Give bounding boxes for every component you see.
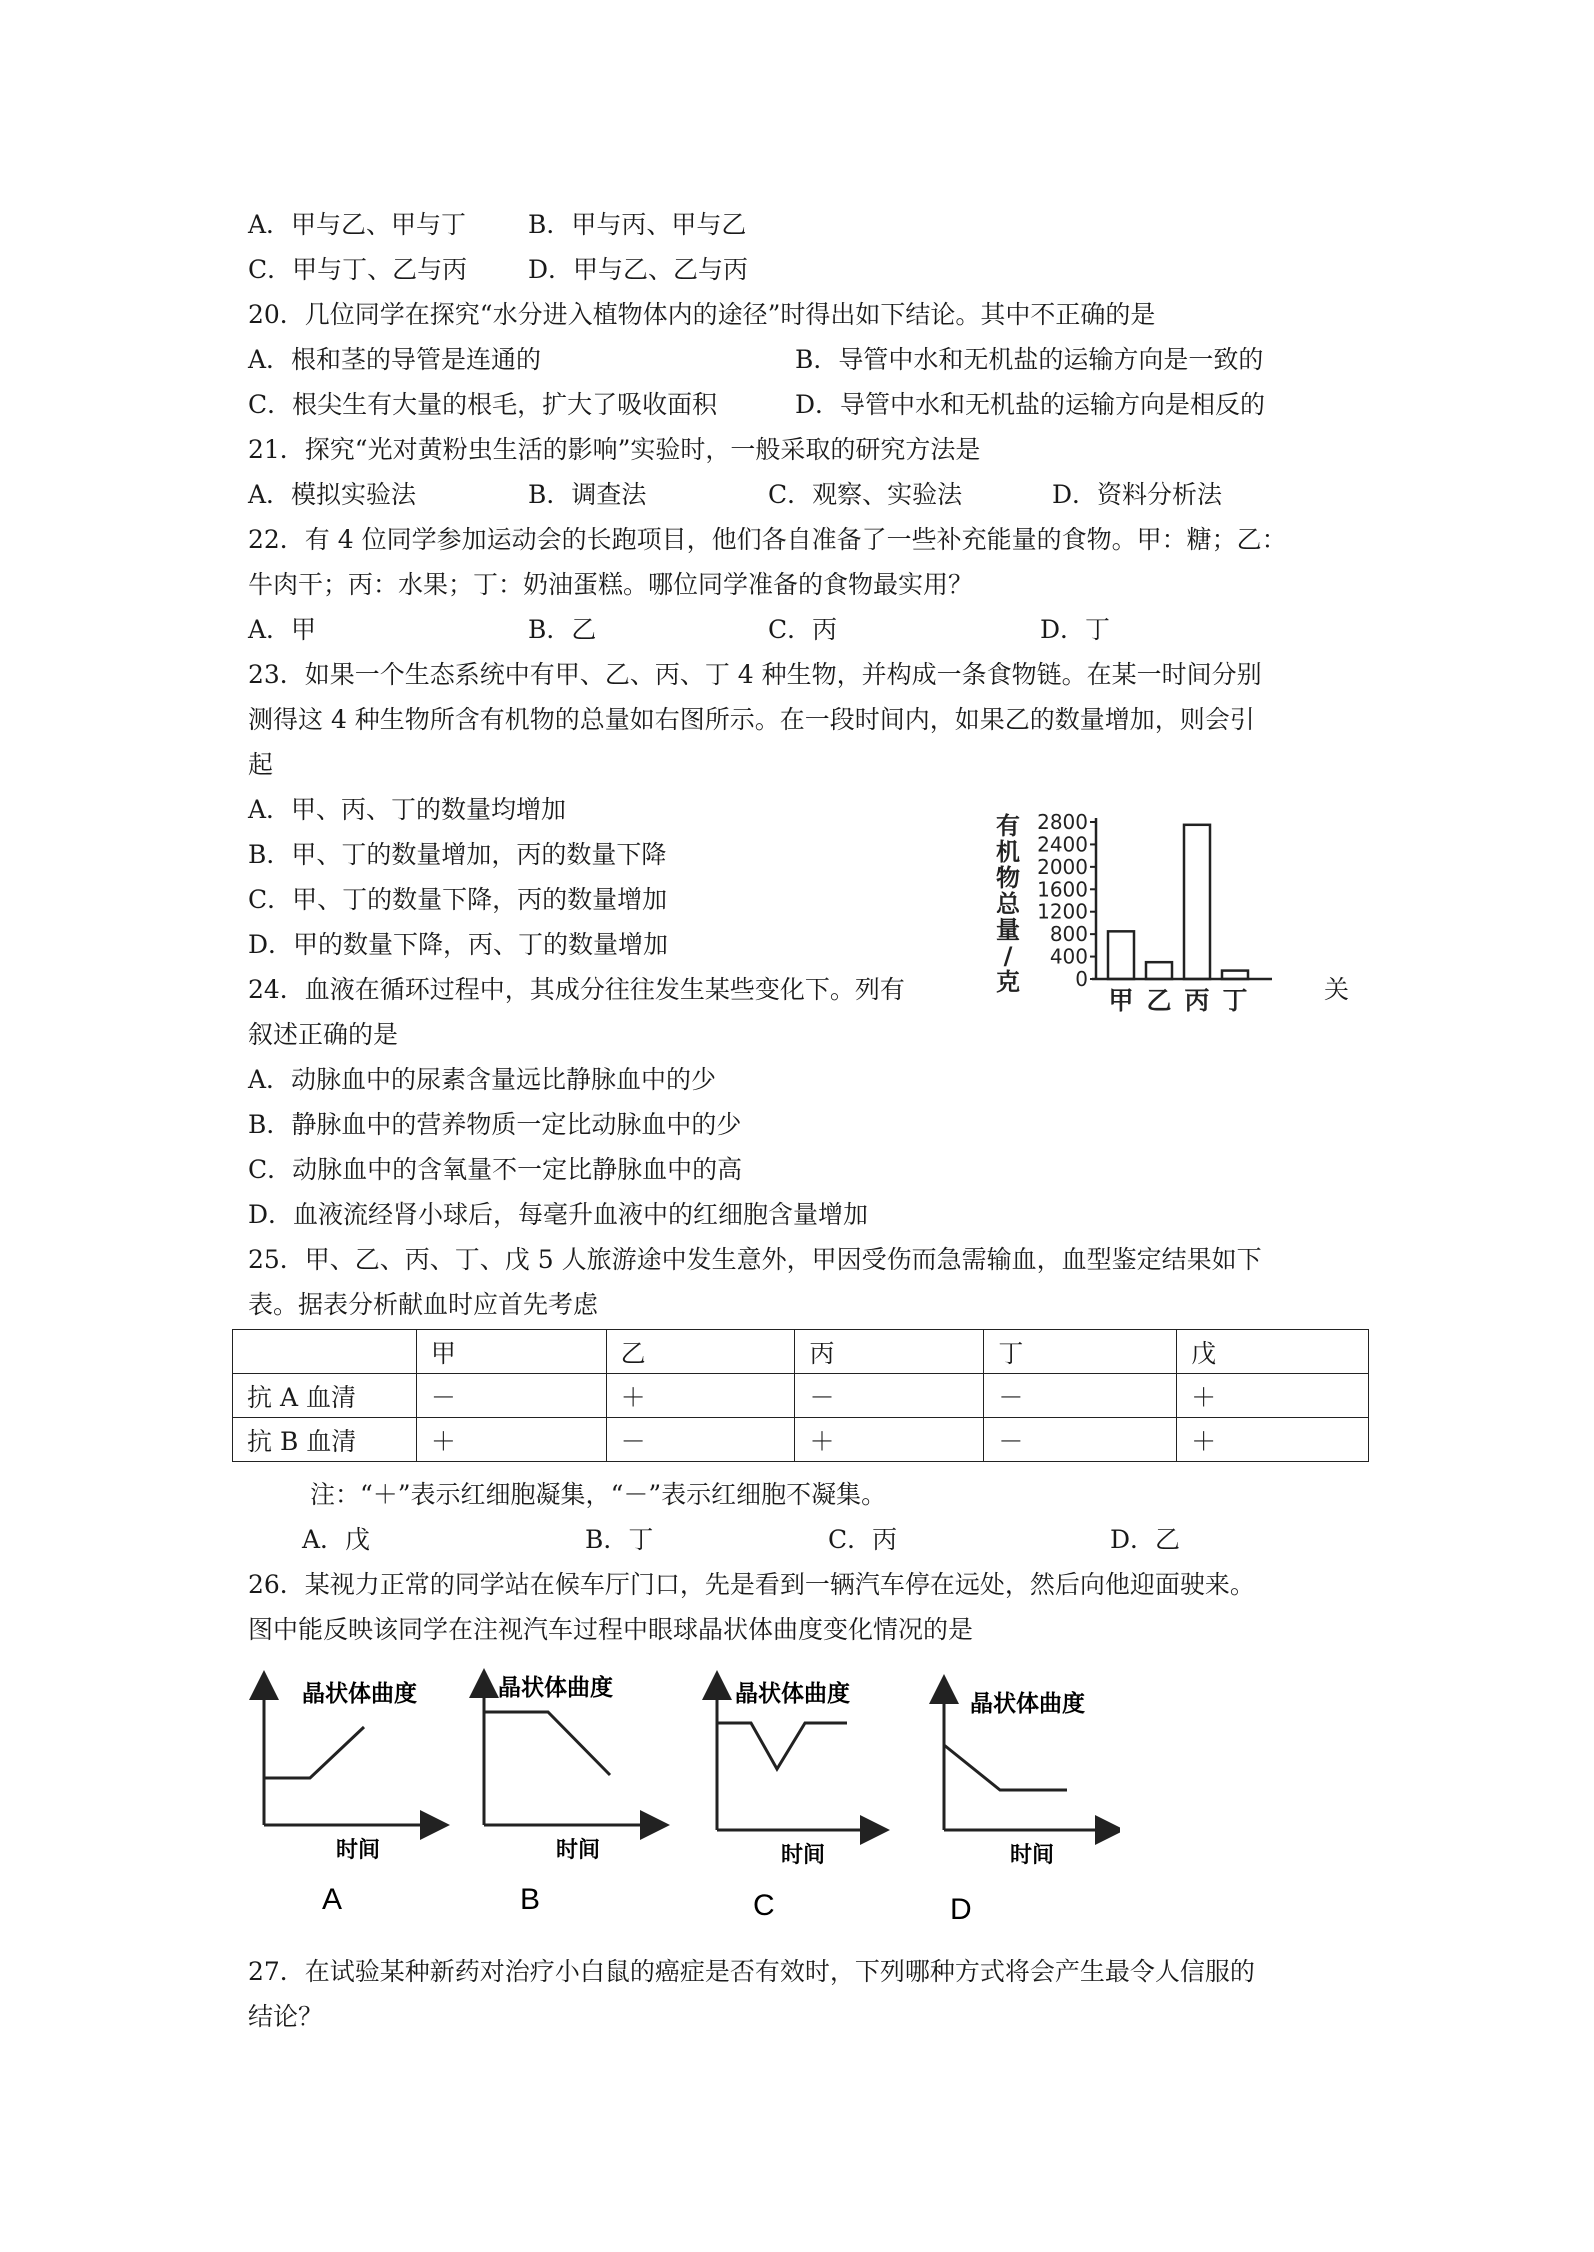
chart-tick-label: 800: [1049, 922, 1088, 947]
table-header-cell: 戊: [1177, 1330, 1369, 1374]
graph-a-xlabel: 时间: [336, 1838, 381, 1863]
table-cell: ＋: [416, 1418, 606, 1462]
q24-stem-line2: 叙述正确的是: [248, 1020, 399, 1049]
table-header-row: [233, 1330, 1369, 1374]
chart-ylabel-char: /: [1003, 942, 1013, 970]
table-cell: ＋: [795, 1418, 984, 1462]
q20-option-a: A．根和茎的导管是连通的: [248, 345, 542, 374]
table-cell: －: [984, 1374, 1177, 1418]
chart-tick-label: 2800: [1037, 812, 1088, 834]
graph-d-letter: D: [950, 1893, 972, 1926]
q22-option-d: D．丁: [1040, 615, 1111, 644]
chart-ylabel-char: 总: [996, 890, 1020, 918]
chart-category-label: 丁: [1222, 986, 1248, 1015]
graph-b-xlabel: 时间: [556, 1838, 601, 1863]
q20-option-c: C．根尖生有大量的根毛，扩大了吸收面积: [248, 390, 718, 419]
chart-ylabel-char: 克: [996, 968, 1020, 996]
chart-ylabel-char: 量: [996, 916, 1020, 944]
graph-c-letter: C: [753, 1889, 775, 1922]
q23-stem-line1: 23．如果一个生态系统中有甲、乙、丙、丁 4 种生物，并构成一条食物链。在某一时间分别: [248, 660, 1262, 689]
q20-option-b: B．导管中水和无机盐的运输方向是一致的: [795, 345, 1264, 374]
q21-stem: 21．探究“光对黄粉虫生活的影响”实验时，一般采取的研究方法是: [248, 435, 981, 464]
table-header-cell: 甲: [416, 1330, 606, 1374]
graph-b-curve: [484, 1712, 610, 1775]
q25-option-d: D．乙: [1110, 1525, 1181, 1554]
graph-a-curve: [264, 1727, 364, 1778]
q23-option-b: B．甲、丁的数量增加，丙的数量下降: [248, 840, 667, 869]
graph-c: [717, 1680, 875, 1922]
q22-option-a: A．甲: [248, 615, 317, 644]
q24-option-a: A．动脉血中的尿素含量远比静脉血中的少: [248, 1065, 717, 1094]
q23-stem-line2: 测得这 4 种生物所含有机物的总量如右图所示。在一段时间内，如果乙的数量增加，则会引: [248, 705, 1255, 734]
table-row: [233, 1374, 1369, 1418]
q26-stem-line1: 26．某视力正常的同学站在候车厅门口，先是看到一辆汽车停在远处，然后向他迎面驶来。: [248, 1570, 1255, 1599]
q25-note: 注：“＋”表示红细胞凝集，“－”表示红细胞不凝集。: [310, 1480, 887, 1509]
chart-category-label: 甲: [1108, 986, 1134, 1015]
q23-option-c: C．甲、丁的数量下降，丙的数量增加: [248, 885, 668, 914]
graph-b-letter: B: [520, 1883, 541, 1916]
chart-ylabel-char: 有: [996, 812, 1020, 840]
q21-option-c: C．观察、实验法: [768, 480, 963, 509]
chart-tick-label: 2400: [1037, 832, 1088, 857]
table-header-cell: [233, 1330, 417, 1374]
table-header-cell: 丙: [795, 1330, 984, 1374]
q25-stem-line1: 25．甲、乙、丙、丁、戊 5 人旅游途中发生意外，甲因受伤而急需输血，血型鉴定结果如下: [248, 1245, 1262, 1274]
chart-category-label: 丙: [1184, 986, 1210, 1015]
graph-d-xlabel: 时间: [1010, 1843, 1055, 1868]
chart-ylabel-char: 机: [996, 838, 1020, 866]
q19-option-a: A．甲与乙、甲与丁: [248, 210, 467, 239]
q23-option-d: D．甲的数量下降，丙、丁的数量增加: [248, 930, 669, 959]
q24-option-c: C．动脉血中的含氧量不一定比静脉血中的高: [248, 1155, 743, 1184]
chart-tick-label: 1600: [1037, 877, 1088, 902]
q24-stem-line1: 24．血液在循环过程中，其成分往往发生某些变化下。列有: [248, 975, 905, 1004]
table-cell: 抗 B 血清: [233, 1418, 417, 1462]
chart-ylabel: [996, 812, 1021, 996]
q22-option-c: C．丙: [768, 615, 838, 644]
table-cell: －: [606, 1418, 795, 1462]
graph-a-letter: A: [322, 1883, 343, 1916]
q26-stem-line2: 图中能反映该同学在注视汽车过程中眼球晶状体曲度变化情况的是: [248, 1615, 974, 1644]
chart-bar: [1184, 825, 1210, 979]
graph-a: [264, 1680, 435, 1916]
q25-option-a: A．戊: [302, 1525, 371, 1554]
q20-option-d: D．导管中水和无机盐的运输方向是相反的: [795, 390, 1266, 419]
chart-bar: [1108, 931, 1134, 979]
q25-option-c: C．丙: [828, 1525, 898, 1554]
q25-option-b: B．丁: [585, 1525, 654, 1554]
q19-option-d: D．甲与乙、乙与丙: [528, 255, 749, 284]
chart-tick-label: 1200: [1037, 899, 1088, 924]
chart-bar: [1222, 971, 1248, 979]
graph-c-ylabel: 晶状体曲度: [735, 1681, 850, 1707]
graph-d-ylabel: 晶状体曲度: [970, 1691, 1085, 1717]
q19-option-c: C．甲与丁、乙与丙: [248, 255, 468, 284]
q27-stem-line1: 27．在试验某种新药对治疗小白鼠的癌症是否有效时，下列哪种方式将会产生最令人信服的: [248, 1957, 1255, 1986]
q21-option-a: A．模拟实验法: [248, 480, 417, 509]
table-cell: ＋: [1177, 1418, 1369, 1462]
chart-bar: [1146, 962, 1172, 979]
q21-option-b: B．调查法: [528, 480, 647, 509]
chart-ylabel-char: 物: [996, 864, 1020, 892]
table-row: [233, 1418, 1369, 1462]
q24-option-b: B．静脉血中的营养物质一定比动脉血中的少: [248, 1110, 742, 1139]
table-cell: －: [795, 1374, 984, 1418]
q23-stem-line3: 起: [248, 750, 274, 779]
q22-option-b: B．乙: [528, 615, 597, 644]
blood-type-table: [232, 1329, 1369, 1462]
chart-category-label: 乙: [1146, 986, 1172, 1015]
graph-d-curve: [944, 1745, 1067, 1790]
graph-c-curve: [717, 1723, 847, 1769]
table-cell: 抗 A 血清: [233, 1374, 417, 1418]
q24-stem-line1-tail: 关: [1324, 975, 1350, 1004]
lens-curvature-graphs: [240, 1665, 1120, 1935]
graph-c-xlabel: 时间: [781, 1843, 826, 1868]
chart-tick-label: 0: [1075, 967, 1088, 991]
graph-a-ylabel: 晶状体曲度: [302, 1681, 417, 1707]
q25-stem-line2: 表。据表分析献血时应首先考虑: [248, 1290, 599, 1319]
chart-tick-label: 400: [1049, 944, 1088, 969]
q23-option-a: A．甲、丙、丁的数量均增加: [248, 795, 567, 824]
table-header-cell: 丁: [984, 1330, 1177, 1374]
graph-b-ylabel: 晶状体曲度: [498, 1675, 613, 1701]
table-cell: ＋: [1177, 1374, 1369, 1418]
table-cell: －: [984, 1418, 1177, 1462]
q22-stem-line2: 牛肉干；丙：水果；丁：奶油蛋糕。哪位同学准备的食物最实用？: [248, 570, 974, 599]
q19-option-b: B．甲与丙、甲与乙: [528, 210, 747, 239]
graph-d: [944, 1689, 1110, 1926]
q27-stem-line2: 结论？: [248, 2002, 324, 2031]
q21-option-d: D．资料分析法: [1052, 480, 1223, 509]
table-header-cell: 乙: [606, 1330, 795, 1374]
q20-stem: 20．几位同学在探究“水分进入植物体内的途径”时得出如下结论。其中不正确的是: [248, 300, 1156, 329]
q22-stem-line1: 22．有 4 位同学参加运动会的长跑项目，他们各自准备了一些补充能量的食物。甲：糖；乙：: [248, 525, 1287, 554]
q24-option-d: D．血液流经肾小球后，每毫升血液中的红细胞含量增加: [248, 1200, 869, 1229]
table-cell: ＋: [606, 1374, 795, 1418]
table-cell: －: [416, 1374, 606, 1418]
graph-b: [484, 1674, 655, 1916]
chart-tick-label: 2000: [1037, 854, 1088, 879]
organic-matter-bar-chart: [990, 812, 1280, 1022]
